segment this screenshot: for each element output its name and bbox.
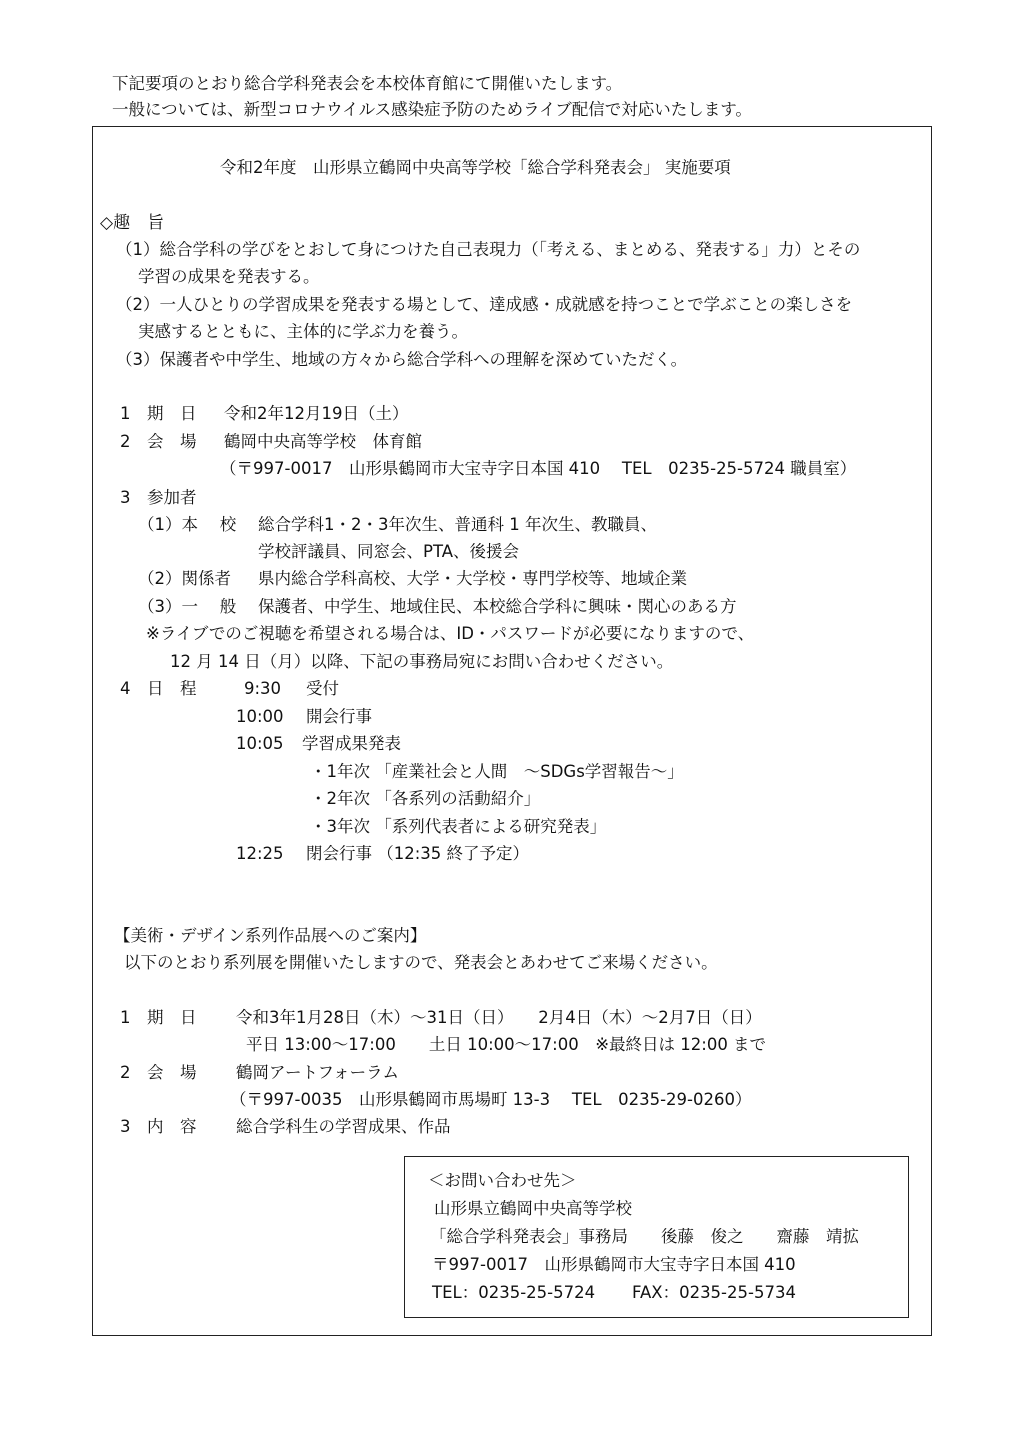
purpose-item-1: （1）総合学科の学びをとおして身につけた自己表現力（「考える、まとめる、発表する」力）とその bbox=[116, 240, 861, 259]
participant-value-3: 保護者、中学生、地域住民、本校総合学科に興味・関心のある方 bbox=[258, 597, 737, 616]
participant-label-1: （1）本 校 bbox=[138, 515, 237, 534]
event-venue-address: （〒997-0017 山形県鶴岡市大宝寺字日本国 410 TEL 0235-25-5724 職員室） bbox=[220, 459, 857, 478]
intro-line-1: 下記要項のとおり総合学科発表会を本校体育館にて開催いたします。 bbox=[112, 74, 623, 93]
exhibition-venue-address: （〒997-0035 山形県鶴岡市馬場町 13-3 TEL 0235-29-0260） bbox=[230, 1090, 752, 1109]
schedule-item-2: 開会行事 bbox=[306, 707, 372, 726]
schedule-label: 4 日 程 bbox=[120, 679, 197, 698]
live-note-1: ※ライブでのご視聴を希望される場合は、ID・パスワードが必要になりますので、 bbox=[146, 624, 755, 643]
schedule-item-1: 受付 bbox=[306, 679, 339, 698]
intro-line-2: 一般については、新型コロナウイルス感染症予防のためライブ配信で対応いたします。 bbox=[112, 100, 752, 119]
event-date-label: 1 期 日 bbox=[120, 404, 197, 423]
event-date-value: 令和2年12月19日（土） bbox=[224, 404, 409, 423]
exhibition-venue-value: 鶴岡アートフォーラム bbox=[236, 1063, 400, 1082]
exhibition-content-value: 総合学科生の学習成果、作品 bbox=[236, 1117, 451, 1136]
schedule-sub-item-2: ・2年次 「各系列の活動紹介」 bbox=[310, 789, 541, 808]
schedule-item-4: 閉会行事 （12:35 終了予定） bbox=[306, 844, 530, 863]
contact-heading: ＜お問い合わせ先＞ bbox=[428, 1171, 577, 1190]
contact-school: 山形県立鶴岡中央高等学校 bbox=[434, 1199, 632, 1218]
purpose-item-1-cont: 学習の成果を発表する。 bbox=[138, 267, 320, 286]
participant-label-2: （2）関係者 bbox=[138, 569, 231, 588]
participant-value-1: 総合学科1・2・3年次生、普通科 1 年次生、教職員、 bbox=[258, 515, 657, 534]
participant-value-2: 県内総合学科高校、大学・大学校・専門学校等、地域企業 bbox=[258, 569, 687, 588]
event-participants-label: 3 参加者 bbox=[120, 488, 197, 507]
event-venue-value: 鶴岡中央高等学校 体育館 bbox=[224, 432, 422, 451]
exhibition-hours: 平日 13:00～17:00 土日 10:00～17:00 ※最終日は 12:00 まで bbox=[246, 1035, 767, 1054]
schedule-sub-item-1: ・1年次 「産業社会と人間 ～SDGs学習報告～」 bbox=[310, 762, 684, 781]
purpose-item-3: （3）保護者や中学生、地域の方々から総合学科への理解を深めていただく。 bbox=[116, 350, 688, 369]
schedule-item-3: 学習成果発表 bbox=[302, 734, 401, 753]
contact-office: 「総合学科発表会」事務局 後藤 俊之 齋藤 靖拡 bbox=[430, 1227, 859, 1246]
purpose-item-2-cont: 実感するとともに、主体的に学ぶ力を養う。 bbox=[138, 322, 468, 341]
document-title: 令和2年度 山形県立鶴岡中央高等学校「総合学科発表会」 実施要項 bbox=[220, 158, 731, 177]
live-note-2: 12 月 14 日（月）以降、下記の事務局宛にお問い合わせください。 bbox=[170, 652, 674, 671]
exhibition-heading: 【美術・デザイン系列作品展へのご案内】 bbox=[114, 926, 427, 945]
exhibition-intro: 以下のとおり系列展を開催いたしますので、発表会とあわせてご来場ください。 bbox=[124, 953, 718, 972]
exhibition-date-label: 1 期 日 bbox=[120, 1008, 197, 1027]
schedule-sub-item-3: ・3年次 「系列代表者による研究発表」 bbox=[310, 817, 607, 836]
contact-fax: FAX：0235-25-5734 bbox=[632, 1283, 796, 1302]
contact-tel: TEL：0235-25-5724 bbox=[432, 1283, 596, 1302]
schedule-time-3: 10:05 bbox=[236, 734, 284, 753]
participant-value-1-cont: 学校評議員、同窓会、PTA、後援会 bbox=[258, 542, 520, 561]
participant-label-3: （3）一 般 bbox=[138, 597, 237, 616]
purpose-heading: ◇趣 旨 bbox=[100, 213, 165, 233]
purpose-item-2: （2）一人ひとりの学習成果を発表する場として、達成感・成就感を持つことで学ぶことの楽しさを bbox=[116, 295, 853, 314]
exhibition-date-value: 令和3年1月28日（木）～31日（日） 2月4日（木）～2月7日（日） bbox=[236, 1008, 762, 1027]
contact-address: 〒997-0017 山形県鶴岡市大宝寺字日本国 410 bbox=[432, 1255, 796, 1274]
schedule-time-1: 9:30 bbox=[244, 679, 282, 698]
exhibition-venue-label: 2 会 場 bbox=[120, 1063, 197, 1082]
exhibition-content-label: 3 内 容 bbox=[120, 1117, 197, 1136]
event-venue-label: 2 会 場 bbox=[120, 432, 197, 451]
schedule-time-4: 12:25 bbox=[236, 844, 284, 863]
schedule-time-2: 10:00 bbox=[236, 707, 284, 726]
